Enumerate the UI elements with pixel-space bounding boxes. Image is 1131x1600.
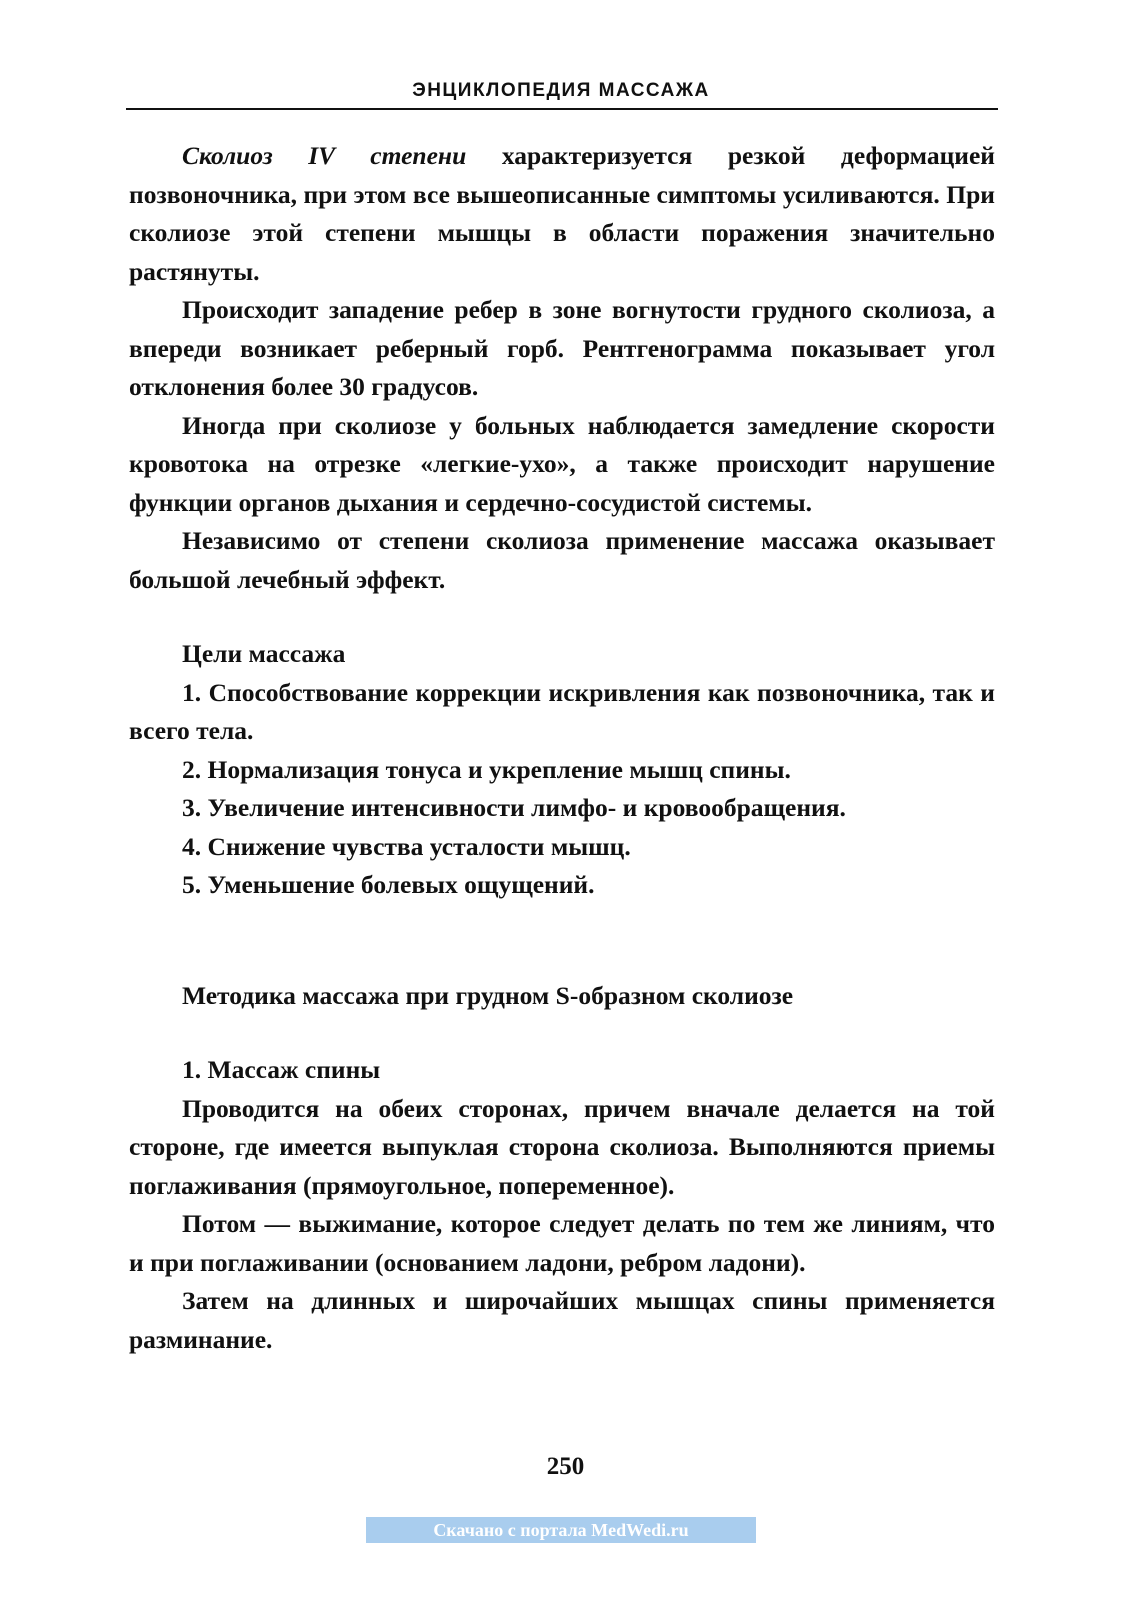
method-heading: Методика массажа при грудном S-образном сколиозе bbox=[182, 980, 794, 1010]
goal-item: 3. Увеличение интенсивности лимфо- и кровообращения. bbox=[182, 793, 846, 822]
header-rule bbox=[126, 108, 998, 110]
back-massage-heading: 1. Массаж спины bbox=[182, 1055, 381, 1084]
paragraph-both-sides: Проводится на обеих сторонах, причем вначале делается на той стороне, где имеется выпуклая сторона сколиоза. Выполняются приемы поглаживания (прямоугольное, попеременное). bbox=[129, 1093, 995, 1200]
spacer bbox=[129, 1015, 995, 1051]
goal-item: 1. Способствование коррекции искривления как позвоночника, так и всего тела. bbox=[129, 677, 995, 745]
paragraph-massage-effect: Независимо от степени сколиоза применение массажа оказывает большой лечебный эффект. bbox=[129, 526, 995, 594]
spacer bbox=[129, 599, 995, 635]
watermark-banner: Скачано с портала MedWedi.ru bbox=[366, 1517, 756, 1543]
goal-item: 4. Снижение чувства усталости мышц. bbox=[182, 831, 631, 861]
spacer bbox=[129, 905, 995, 977]
page-number: 250 bbox=[546, 1453, 585, 1480]
goal-item: 2. Нормализация тонуса и укрепление мышц спины. bbox=[182, 754, 791, 784]
term-scoliosis-iv: Сколиоз IV степени bbox=[182, 141, 467, 170]
paragraph-ribs: Происходит западение ребер в зоне вогнутости грудного сколиоза, а впереди возникает реберный горб. Рентгенограмма показывает угол отклонения более 30 градусов. bbox=[129, 295, 995, 401]
body-text bbox=[129, 137, 995, 1359]
paragraph-kneading: Затем на длинных и широчайших мышцах спины применяется разминание. bbox=[129, 1286, 995, 1354]
paragraph-squeezing: Потом — выжимание, которое следует делать по тем же линиям, что и при поглаживании (основанием ладони, ребром ладони). bbox=[129, 1209, 995, 1277]
running-title: ЭНЦИКЛОПЕДИЯ МАССАЖА bbox=[412, 80, 710, 101]
paragraph-blood-flow: Иногда при сколиозе у больных наблюдается замедление скорости кровотока на отрезке «легкие-ухо», а также происходит нарушение функции органов дыхания и сердечно-сосудистой системы. bbox=[129, 410, 995, 517]
paragraph-scoliosis-iv bbox=[129, 137, 995, 291]
goals-heading: Цели массажа bbox=[182, 639, 346, 668]
paragraph-text: характеризуется резкой деформацией позвоночника, при этом все вышеописанные симптомы усиливаются. При сколиозе этой степени мышцы в области поражения значительно растянуты. bbox=[129, 141, 995, 286]
goal-item: 5. Уменьшение болевых ощущений. bbox=[182, 870, 595, 899]
